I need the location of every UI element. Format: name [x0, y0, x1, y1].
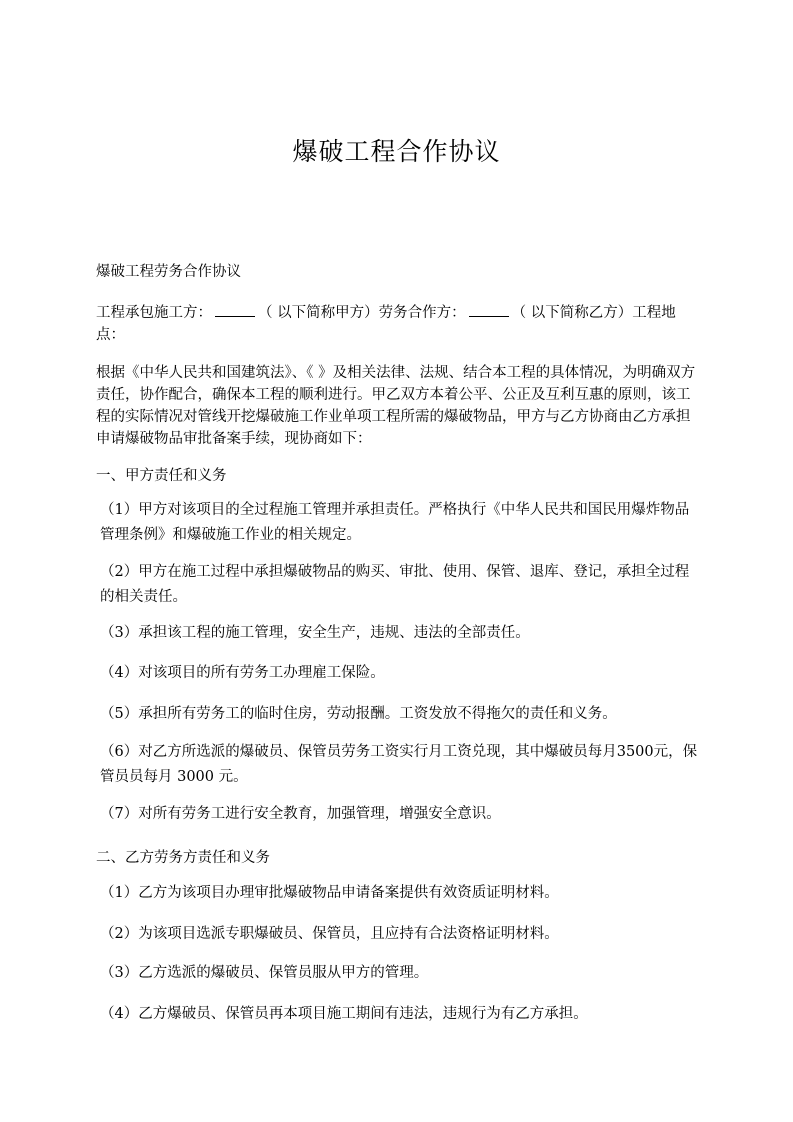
section1-item-7: （7）对所有劳务工进行安全教育，加强管理，增强安全意识。 [100, 806, 501, 822]
preamble-paragraph: 根据《中华人民共和国建筑法》、《 》及相关法律、法规、结合本工程的具体情况，为明确双方责任，协作配合，确保本工程的顺利进行。甲乙双方本着公平、公正及互利互惠的原则，该工程的实际情况对管线开挖爆破施工作业单项工程所需的爆破物品，甲方与乙方协商由乙方承担申请爆破物品审批备案手续，现协商如下： [96, 365, 696, 447]
blank-line [215, 302, 255, 317]
section2-item-2: （2）为该项目选派专职爆破员、保管员，且应持有合法资格证明材料。 [100, 926, 559, 942]
section1-item-1: （1）甲方对该项目的全过程施工管理并承担责任。严格执行《中华人民共和国民用爆炸物品管理条例》和爆破施工作业的相关规定。 [100, 502, 690, 543]
section2-item-1: （1）乙方为该项目办理审批爆破物品申请备案提供有效资质证明材料。 [100, 885, 559, 901]
parties-part-2: （ 以下简称甲方）劳务合作方： [258, 305, 466, 321]
section1-heading: 一、甲方责任和义务 [96, 468, 227, 484]
section1-item-6: （6）对乙方所选派的爆破员、保管员劳务工资实行月工资兑现，其中爆破员每月3500元，保管员员每月 3000 元。 [100, 744, 698, 785]
parties-paragraph [96, 302, 702, 346]
section1-item-4: （4）对该项目的所有劳务工办理雇工保险。 [100, 665, 385, 681]
section1-item-3: （3）承担该工程的施工管理，安全生产，违规、违法的全部责任。 [100, 625, 530, 641]
document-subtitle: 爆破工程劳务合作协议 [96, 264, 241, 280]
section2-item-3: （3）乙方选派的爆破员、保管员服从甲方的管理。 [100, 965, 429, 981]
document-title: 爆破工程合作协议 [292, 137, 501, 166]
parties-part-1: 工程承包施工方： [96, 305, 212, 321]
section1-item-2: （2）甲方在施工过程中承担爆破物品的购买、审批、使用、保管、退库、登记，承担全过程的相关责任。 [100, 564, 690, 605]
parties-part-3: （ 以下简称乙方）工程地点： [96, 305, 676, 343]
section2-heading: 二、乙方劳务方责任和义务 [96, 850, 270, 866]
section1-item-5: （5）承担所有劳务工的临时住房，劳动报酬。工资发放不得拖欠的责任和义务。 [100, 706, 617, 722]
blank-line [469, 302, 509, 317]
section2-item-4: （4）乙方爆破员、保管员再本项目施工期间有违法，违规行为有乙方承担。 [100, 1006, 588, 1022]
